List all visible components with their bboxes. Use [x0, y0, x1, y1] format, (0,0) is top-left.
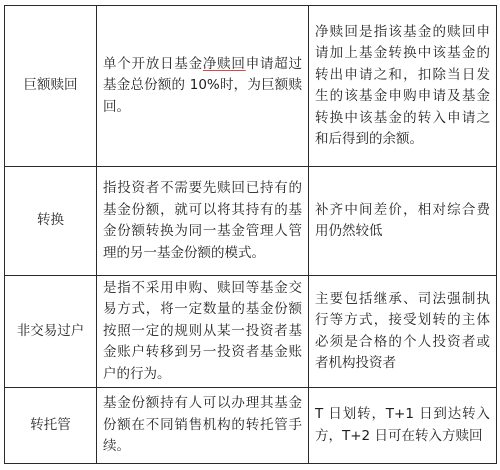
table-row [5, 6, 497, 167]
definition-text: 申请超过基金总份额的 10%时，为巨额赎回。 [103, 55, 303, 115]
definition-text: 单个开放日基金 [103, 55, 203, 72]
table-row [5, 276, 497, 388]
definition-cell: 基金份额持有人可以办理其基金份额在不同销售机构的转托管手续。 [97, 388, 309, 464]
term-cell: 转换 [5, 167, 97, 276]
note-cell: 主要包括继承、司法强制执行等方式，接受划转的主体必须是合格的个人投资者或者机构投资者 [309, 276, 497, 388]
term-cell: 巨额赎回 [5, 6, 97, 167]
definition-cell: 是指不采用申购、赎回等基金交易方式，将一定数量的基金份额按照一定的规则从某一投资者基金账户转移到另一投资者基金账户的行为。 [97, 276, 309, 388]
note-cell: T 日划转，T+1 日到达转入方，T+2 日可在转入方赎回 [309, 388, 497, 464]
highlighted-term: 净赎回 [202, 55, 246, 72]
table-row [5, 167, 497, 276]
term-cell: 转托管 [5, 388, 97, 464]
definition-cell [97, 6, 309, 167]
table-row [5, 388, 497, 464]
term-cell: 非交易过户 [5, 276, 97, 388]
note-cell: 补齐中间差价，相对综合费用仍然较低 [309, 167, 497, 276]
fund-terms-table [4, 5, 497, 464]
note-cell: 净赎回是指该基金的赎回申请加上基金转换中该基金的转出申请之和，扣除当日发生的该基金申购申请及基金转换中该基金的转入申请之和后得到的余额。 [309, 6, 497, 167]
definition-cell: 指投资者不需要先赎回已持有的基金份额，就可以将其持有的基金份额转换为同一基金管理人管理的另一基金份额的模式。 [97, 167, 309, 276]
